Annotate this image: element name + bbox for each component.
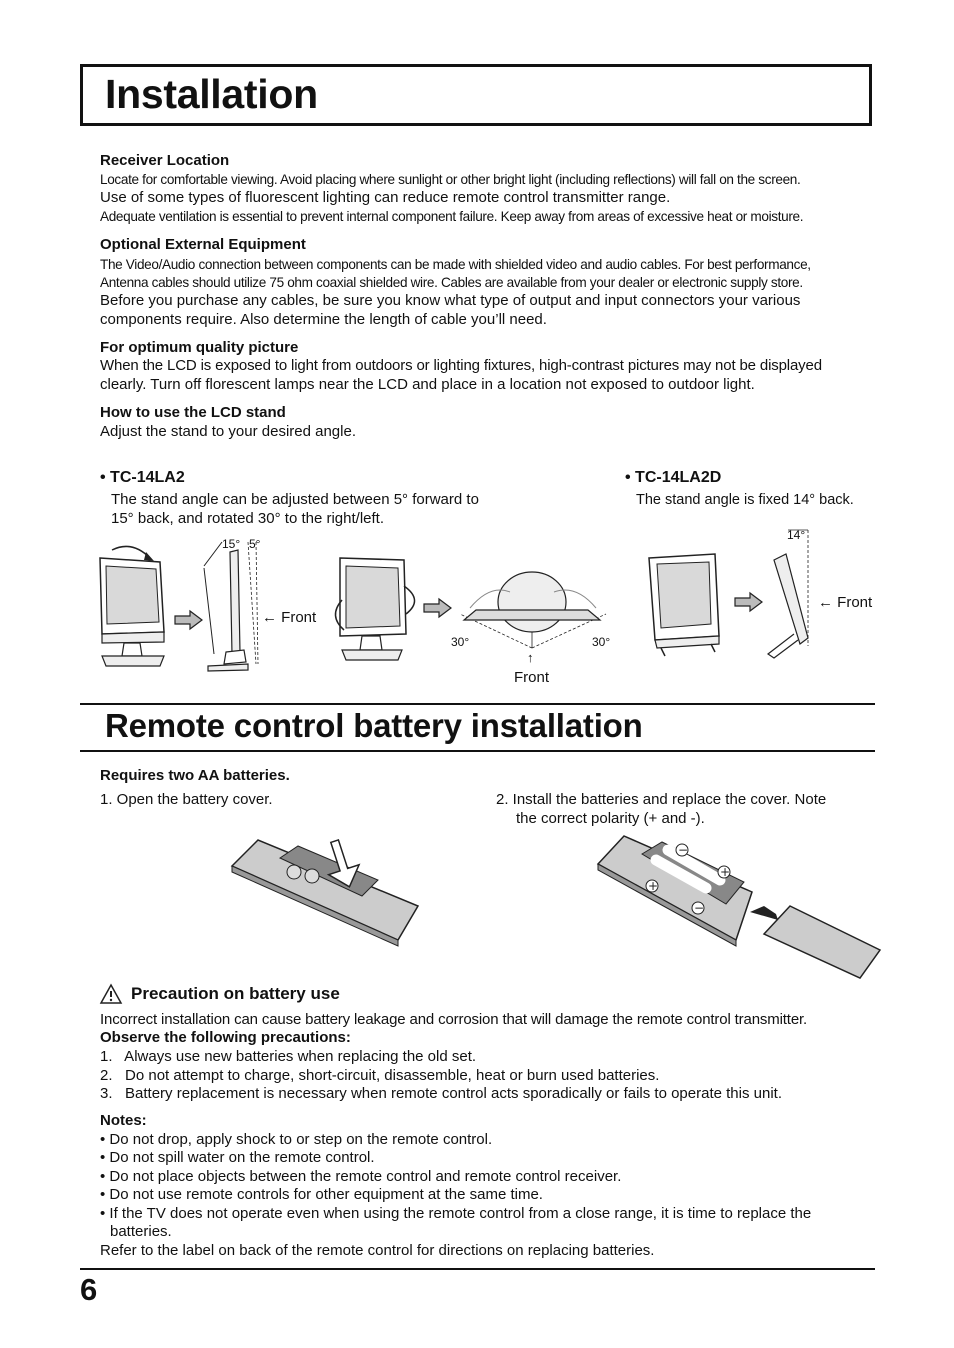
battery-section-title: Remote control battery installation [105, 707, 643, 744]
requires-heading: Requires two AA batteries. [100, 767, 290, 784]
step-2-line-2: the correct polarity (+ and -). [516, 810, 705, 827]
note-item: • Do not place objects between the remote control and remote control receiver. [100, 1168, 622, 1185]
tc14la2-line-1: The stand angle can be adjusted between 5° forward to [111, 491, 479, 508]
tv-2d-front-illustration [645, 552, 727, 660]
front-label-text: Front [281, 609, 317, 626]
note-item: • Do not use remote controls for other equipment at the same time. [100, 1186, 543, 1203]
right-arrow-icon [423, 598, 453, 618]
receiver-heading: Receiver Location [100, 152, 230, 169]
notes-refer: Refer to the label on back of the remote control for directions on replacing batteries. [100, 1242, 655, 1259]
right-arrow-icon [734, 592, 764, 612]
page-title: Installation [105, 71, 318, 117]
front-label-text: Front [837, 594, 873, 611]
note-item: • Do not spill water on the remote control. [100, 1149, 375, 1166]
note-item-continued: batteries. [110, 1223, 172, 1240]
precaution-item: 1. Always use new batteries when replacing the old set. [100, 1048, 477, 1065]
left-arrow-icon: ← [818, 594, 833, 611]
section-divider-bottom [80, 750, 875, 752]
tc14la2d-line-1: The stand angle is fixed 14° back. [636, 492, 854, 508]
step-2-line-1: 2. Install the batteries and replace the cover. Note [496, 791, 827, 808]
observe-heading: Observe the following precautions: [100, 1029, 351, 1046]
warning-icon [100, 984, 122, 1004]
receiver-line-2: Use of some types of fluorescent lighting can reduce remote control transmitter range. [100, 189, 671, 206]
optimum-heading: For optimum quality picture [100, 339, 299, 356]
front-label-bottom: Front [514, 669, 550, 686]
optional-heading: Optional External Equipment [100, 236, 306, 253]
page-number: 6 [80, 1272, 98, 1307]
tv-front-view-illustration [98, 546, 170, 670]
notes-heading: Notes: [100, 1112, 147, 1129]
precaution-heading: Precaution on battery use [131, 984, 340, 1003]
precaution-intro: Incorrect installation can cause battery leakage and corrosion that will damage the remote control transmitter. [100, 1011, 808, 1028]
footer-divider [80, 1268, 875, 1270]
angle-30-left-label: 30° [451, 635, 470, 649]
tc14la2-line-2: 15° back, and rotated 30° to the right/left. [111, 510, 385, 527]
tc14la2d-heading: • TC-14LA2D [625, 469, 722, 486]
remote-open-cover-illustration [228, 836, 424, 948]
optimum-line-2: clearly. Turn off florescent lamps near the LCD and place in a location not exposed to outdoor light. [100, 376, 755, 393]
precaution-item: 2. Do not attempt to charge, short-circuit, disassemble, heat or burn used batteries. [100, 1067, 660, 1084]
precaution-item: 3. Battery replacement is necessary when remote control acts sporadically or fails to operate this unit. [100, 1085, 782, 1102]
installation-title-box [80, 64, 872, 126]
angle-14-label: 14° [787, 528, 806, 542]
svg-text:+: + [720, 865, 731, 879]
optional-line-1: The Video/Audio connection between components can be made with shielded video and audio cables. For best performance, [100, 257, 811, 272]
angle-5-label: 5° [249, 537, 261, 551]
stand-heading: How to use the LCD stand [100, 404, 286, 421]
optional-line-4: components require. Also determine the length of cable you’ll need. [100, 311, 547, 328]
optimum-line-1: When the LCD is exposed to light from outdoors or lighting fixtures, high-contrast pictures may not be displayed [100, 357, 822, 374]
optional-line-3: Before you purchase any cables, be sure you know what type of output and input connectors your various [100, 292, 801, 309]
up-arrow-icon: ↑ [527, 650, 534, 665]
angle-30-right-label: 30° [592, 635, 611, 649]
section-divider-top [80, 703, 875, 705]
left-arrow-icon: ← [262, 609, 277, 626]
note-item: • If the TV does not operate even when using the remote control from a close range, it is time to replace the [100, 1205, 812, 1222]
tv-side-view-illustration [200, 534, 275, 674]
svg-text:−: − [694, 901, 705, 915]
tv-rotate-illustration [328, 556, 428, 666]
tv-2d-side-illustration [764, 526, 824, 662]
receiver-line-3: Adequate ventilation is essential to prevent internal component failure. Keep away from areas of excessive heat or moisture. [100, 209, 804, 224]
remote-install-batteries-illustration [594, 830, 882, 982]
tc14la2-heading: • TC-14LA2 [100, 469, 185, 486]
angle-15-label: 15° [222, 537, 241, 551]
optional-line-2: Antenna cables should utilize 75 ohm coaxial shielded wire. Cables are available from your dealer or electronic supply store. [100, 275, 803, 290]
stand-line-1: Adjust the stand to your desired angle. [100, 423, 356, 440]
front-label-2d [818, 594, 872, 611]
receiver-line-1: Locate for comfortable viewing. Avoid placing where sunlight or other bright light (including reflections) will fall on the screen. [100, 172, 801, 187]
svg-text:−: − [678, 843, 689, 857]
svg-text:+: + [648, 879, 659, 893]
note-item: • Do not drop, apply shock to or step on the remote control. [100, 1131, 493, 1148]
front-label-side [262, 609, 316, 626]
step-1: 1. Open the battery cover. [100, 791, 273, 808]
